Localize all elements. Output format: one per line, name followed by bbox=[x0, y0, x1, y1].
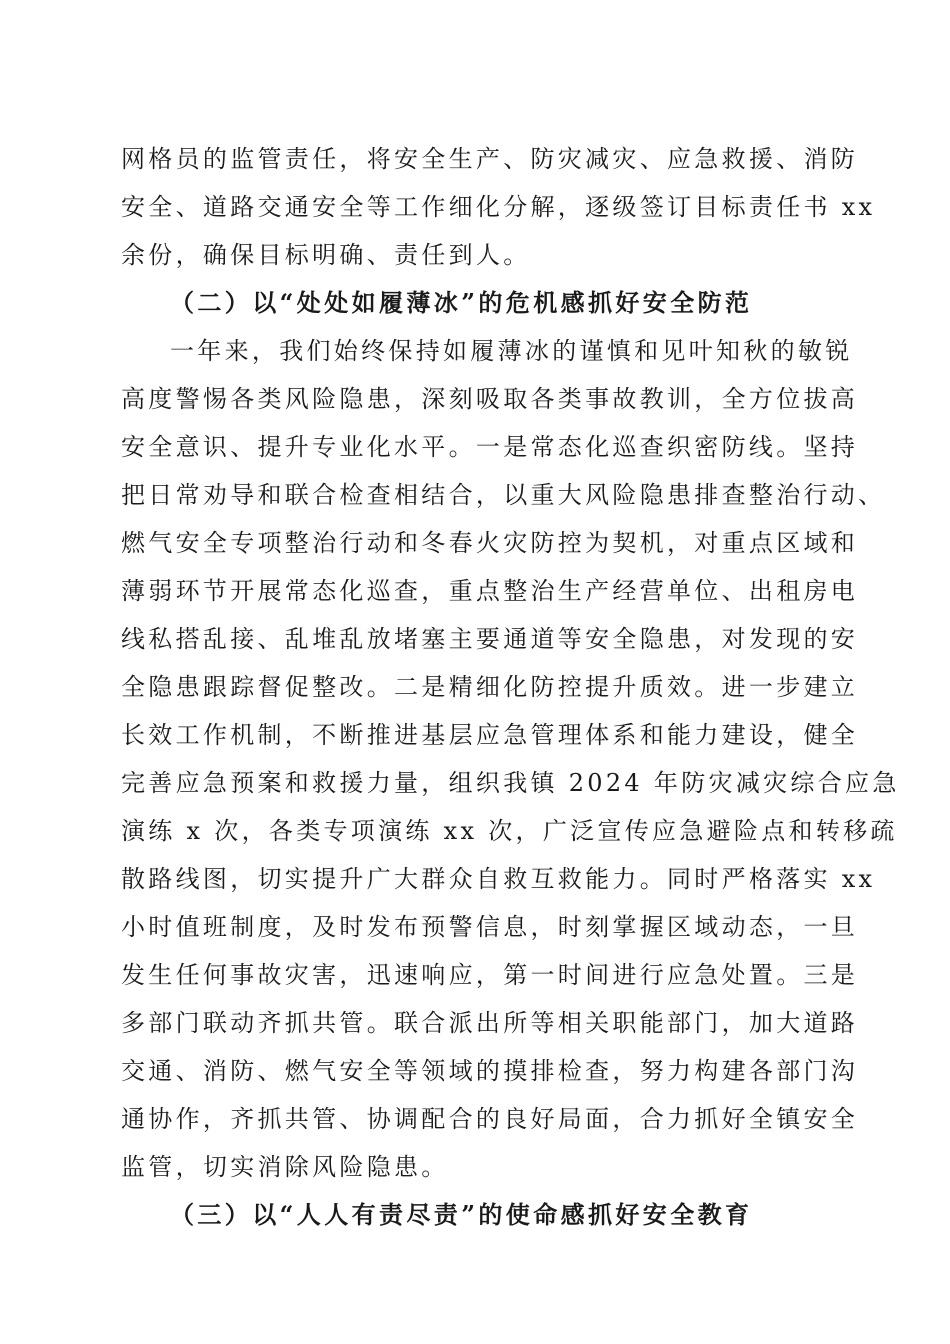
paragraph-line: 网格员的监管责任，将安全生产、防灾减灾、应急救援、消防 bbox=[121, 145, 859, 173]
section-heading-2: （二）以“处处如履薄冰”的危机感抓好安全防范 bbox=[170, 288, 753, 317]
paragraph-line: 发生任何事故灾害，迅速响应，第一时间进行应急处置。三是 bbox=[121, 961, 859, 989]
paragraph-line: 多部门联动齐抓共管。联合派出所等相关职能部门，加大道路 bbox=[121, 1009, 859, 1037]
paragraph-line: 一年来，我们始终保持如履薄冰的谨慎和见叶知秋的敏锐 bbox=[170, 337, 853, 365]
section-heading-3: （三）以“人人有责尽责”的使命感抓好安全教育 bbox=[170, 1200, 753, 1229]
paragraph-line: 监管，切实消除风险隐患。 bbox=[121, 1153, 449, 1181]
paragraph-line: 完善应急预案和救援力量，组织我镇 2024 年防灾减灾综合应急 bbox=[121, 769, 900, 797]
paragraph-line: 燃气安全专项整治行动和冬春火灾防控为契机，对重点区域和 bbox=[121, 529, 859, 557]
paragraph-line: 小时值班制度，及时发布预警信息，时刻掌握区域动态，一旦 bbox=[121, 913, 859, 941]
paragraph-line: 薄弱环节开展常态化巡查，重点整治生产经营单位、出租房电 bbox=[121, 577, 859, 605]
paragraph-line: 安全、道路交通安全等工作细化分解，逐级签订目标责任书 xx bbox=[121, 193, 876, 221]
paragraph-line: 线私搭乱接、乱堆乱放堵塞主要通道等安全隐患，对发现的安 bbox=[121, 625, 859, 653]
paragraph-line: 安全意识、提升专业化水平。一是常态化巡查织密防线。坚持 bbox=[121, 433, 859, 461]
paragraph-line: 高度警惕各类风险隐患，深刻吸取各类事故教训，全方位拔高 bbox=[121, 385, 859, 413]
paragraph-line: 交通、消防、燃气安全等领域的摸排检查，努力构建各部门沟 bbox=[121, 1057, 859, 1085]
paragraph-line: 散路线图，切实提升广大群众自救互救能力。同时严格落实 xx bbox=[121, 865, 876, 893]
paragraph-line: 通协作，齐抓共管、协调配合的良好局面，合力抓好全镇安全 bbox=[121, 1105, 859, 1133]
paragraph-line: 全隐患跟踪督促整改。二是精细化防控提升质效。进一步建立 bbox=[121, 673, 859, 701]
paragraph-line: 余份，确保目标明确、责任到人。 bbox=[121, 241, 531, 269]
paragraph-line: 演练 x 次，各类专项演练 xx 次，广泛宣传应急避险点和转移疏 bbox=[121, 817, 898, 845]
paragraph-line: 把日常劝导和联合检查相结合，以重大风险隐患排查整治行动、 bbox=[121, 481, 886, 509]
paragraph-line: 长效工作机制，不断推进基层应急管理体系和能力建设，健全 bbox=[121, 721, 859, 749]
